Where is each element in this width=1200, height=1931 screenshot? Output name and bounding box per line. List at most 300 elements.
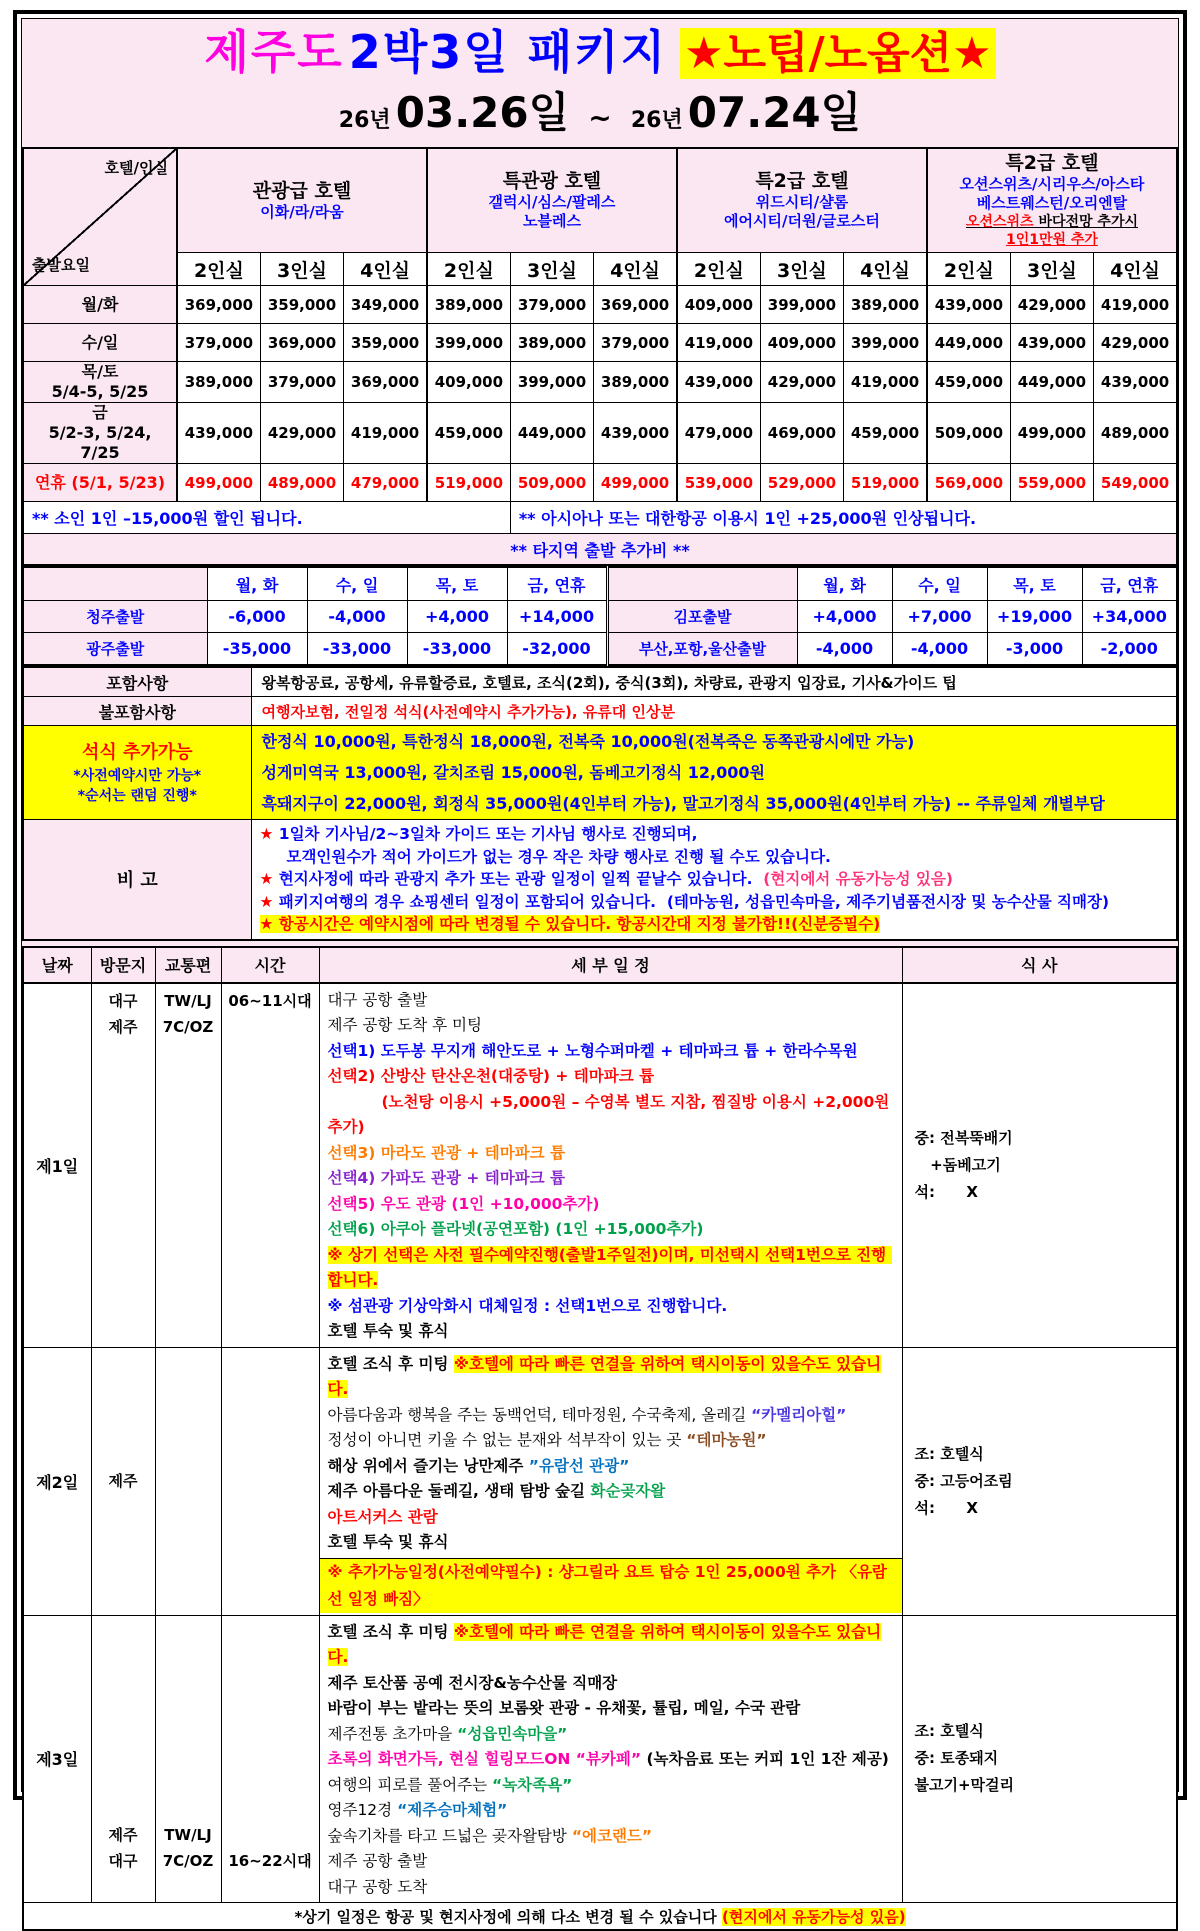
text-segment: 선택5) 우도 관광 (1인 +10,000추가) bbox=[328, 1195, 600, 1213]
hotel-names: 이화/라/라움 bbox=[180, 203, 424, 222]
hotel-names: 에어시티/더원/글로스터 bbox=[680, 212, 924, 231]
place-name: 제주 bbox=[93, 1822, 154, 1848]
price-cell: 479,000 bbox=[344, 464, 427, 502]
schedule-line bbox=[328, 1319, 902, 1345]
price-cell: 359,000 bbox=[260, 286, 343, 324]
dinner-addon-label-cell bbox=[23, 726, 251, 820]
schedule-line bbox=[328, 1671, 902, 1697]
room-type-header: 3인실 bbox=[260, 253, 343, 286]
footer-segment: (현지에서 유동가능성 있음) bbox=[722, 1908, 906, 1926]
price-cell: 539,000 bbox=[677, 464, 760, 502]
meal-line: 조: 호텔식 bbox=[915, 1718, 1174, 1745]
day-detail bbox=[319, 983, 902, 1348]
text-segment: (녹차음료 또는 커피 1인 1잔 제공) bbox=[641, 1750, 889, 1768]
price-cell: 419,000 bbox=[344, 403, 427, 464]
price-cell: 389,000 bbox=[427, 286, 510, 324]
surcharge-body bbox=[23, 601, 1177, 666]
dinner-addon-row bbox=[23, 726, 1177, 820]
surcharge-day-header: 수, 일 bbox=[307, 567, 407, 601]
itinerary-day-row bbox=[23, 983, 1177, 1348]
dinner-option-line: 한정식 10,000원, 특한정식 18,000원, 전복죽 10,000원(전복죽은 동쪽관광시에만 가능) bbox=[262, 726, 1174, 757]
surcharge-value: -3,000 bbox=[987, 633, 1082, 666]
row-label-main: 연휴 (5/1, 5/23) bbox=[27, 473, 173, 493]
flyer-content bbox=[21, 18, 1179, 1792]
text-segment: 패키지여행의 경우 쇼핑센터 일정이 포함되어 있습니다. (테마농원, 성읍민속마을, 제주기념품전시장 및 농수산물 직매장) bbox=[279, 893, 1109, 911]
meal-line: 조: 호텔식 bbox=[915, 1441, 1174, 1468]
price-cell: 489,000 bbox=[1094, 403, 1177, 464]
price-cell: 429,000 bbox=[1010, 286, 1093, 324]
included-row bbox=[23, 667, 1177, 697]
price-cell: 429,000 bbox=[1094, 324, 1177, 362]
text-segment: “녹차족욕” bbox=[492, 1776, 572, 1794]
schedule-line bbox=[328, 1849, 902, 1875]
text-segment: 선택3) 마라도 관광 + 테마파크 튭 bbox=[328, 1144, 566, 1162]
schedule-line bbox=[328, 1192, 902, 1218]
price-cell: 359,000 bbox=[344, 324, 427, 362]
price-cell: 369,000 bbox=[594, 286, 677, 324]
excluded-row bbox=[23, 697, 1177, 726]
text-segment: ※ 섬관광 기상악화시 대체일정 : 선택1번으로 진행합니다. bbox=[328, 1297, 728, 1315]
surcharge-day-header: 월, 화 bbox=[207, 567, 307, 601]
day-detail bbox=[319, 1615, 902, 1903]
day-meals bbox=[902, 1615, 1177, 1903]
price-cell: 499,000 bbox=[1010, 403, 1093, 464]
price-cell: 379,000 bbox=[594, 324, 677, 362]
surcharge-value: -32,000 bbox=[507, 633, 607, 666]
room-type-header: 4인실 bbox=[1094, 253, 1177, 286]
surcharge-origin-label: 부산,포항,울산출발 bbox=[607, 633, 797, 666]
room-type-header: 4인실 bbox=[594, 253, 677, 286]
header-meal: 식 사 bbox=[902, 947, 1177, 983]
meal-line: 석: X bbox=[915, 1179, 1174, 1206]
price-cell: 509,000 bbox=[927, 403, 1010, 464]
schedule-line bbox=[328, 1530, 902, 1556]
text-segment: 제주 공항 출발 bbox=[328, 1852, 428, 1870]
meal-line: 중: 고등어조림 bbox=[915, 1468, 1174, 1495]
text-segment: ★ 항공시간은 예약시점에 따라 변경될 수 있습니다. 항공시간대 지정 불가함!!(신분증필수) bbox=[260, 915, 881, 933]
text-segment: 대구 공항 출발 bbox=[328, 991, 428, 1009]
place-name: 제주 bbox=[93, 1468, 154, 1494]
text-segment: “제주승마체험” bbox=[397, 1801, 507, 1819]
schedule-line bbox=[328, 1479, 902, 1505]
price-cell: 559,000 bbox=[1010, 464, 1093, 502]
surcharge-day-header: 목, 토 bbox=[407, 567, 507, 601]
surcharge-value: -33,000 bbox=[407, 633, 507, 666]
title-line-1 bbox=[22, 25, 1178, 90]
ocean-view-extra-fee: 1인1만원 추가 bbox=[930, 231, 1174, 249]
room-type-header: 2인실 bbox=[927, 253, 1010, 286]
surcharge-day-header: 월, 화 bbox=[797, 567, 892, 601]
price-notes-row bbox=[23, 502, 1177, 534]
schedule-line bbox=[328, 1824, 902, 1850]
dinner-addon-options bbox=[251, 726, 1177, 820]
hotel-names: 베스트웨스턴/오리엔탈 bbox=[930, 194, 1174, 213]
schedule-line bbox=[328, 1620, 902, 1671]
text-segment: 호텔 투숙 및 휴식 bbox=[328, 1322, 449, 1340]
price-cell: 439,000 bbox=[594, 403, 677, 464]
text-segment: 화순곶자왈 bbox=[590, 1482, 665, 1500]
hotel-group-4 bbox=[927, 148, 1177, 253]
price-cell: 519,000 bbox=[844, 464, 927, 502]
text-segment: 바람이 부는 밭라는 뜻의 보롬왓 관광 - 유채꽃, 튤립, 메일, 수국 관람 bbox=[328, 1699, 801, 1717]
surcharge-blank-cell bbox=[607, 567, 797, 601]
flight-code: TW/LJ bbox=[157, 988, 220, 1014]
room-type-header: 4인실 bbox=[344, 253, 427, 286]
text-segment: 해상 위에서 즐기는 낭만제주 bbox=[328, 1457, 529, 1475]
room-type-header: 4인실 bbox=[844, 253, 927, 286]
day-places bbox=[91, 1615, 155, 1903]
price-cell: 449,000 bbox=[1010, 362, 1093, 403]
text-segment: 모객인원수가 적어 가이드가 없는 경우 작은 차량 행사로 진행 될 수도 있습니다. bbox=[260, 848, 831, 866]
schedule-line bbox=[328, 1454, 902, 1480]
hotel-group-name: 관광급 호텔 bbox=[180, 180, 424, 203]
price-cell: 379,000 bbox=[510, 286, 593, 324]
price-row bbox=[23, 324, 1177, 362]
price-cell: 389,000 bbox=[844, 286, 927, 324]
text-segment: ※ 상기 선택은 사전 필수예약진행(출발1주일전)이며, 미선택시 선택1번으로 진행 합니다. bbox=[328, 1246, 892, 1290]
day-time bbox=[221, 1615, 319, 1903]
price-cell: 499,000 bbox=[594, 464, 677, 502]
hotel-names: 오션스위츠/시리우스/아스타 bbox=[930, 175, 1174, 194]
schedule-line bbox=[328, 1039, 902, 1065]
departure-day-label bbox=[23, 464, 177, 502]
price-cell: 449,000 bbox=[927, 324, 1010, 362]
schedule-lines bbox=[328, 988, 902, 1345]
corner-cell bbox=[23, 148, 177, 286]
schedule-line bbox=[328, 1217, 902, 1243]
price-row bbox=[23, 286, 1177, 324]
itinerary-day-row bbox=[23, 1347, 1177, 1615]
price-cell: 429,000 bbox=[760, 362, 843, 403]
price-cell: 439,000 bbox=[1094, 362, 1177, 403]
place-name: 제주 bbox=[93, 1014, 154, 1040]
text-segment: 아름다움과 행복을 주는 동백언덕, 테마정원, 수국축제, 올레길 bbox=[328, 1406, 752, 1424]
included-text: 왕복항공료, 공항세, 유류할증료, 호텔료, 조식(2회), 중식(3회), 차량료, 관광지 입장료, 기사&가이드 팁 bbox=[251, 667, 1177, 697]
itinerary-body bbox=[23, 983, 1177, 1903]
row-label-main: 수/일 bbox=[27, 333, 173, 353]
text-segment: “에코랜드” bbox=[572, 1827, 652, 1845]
price-cell: 389,000 bbox=[510, 324, 593, 362]
text-segment: 초록의 화면가득, 현실 힐링모드ON “뷰카페” bbox=[328, 1750, 642, 1768]
day-places bbox=[91, 983, 155, 1348]
text-segment: ※호텔에 따라 빠른 연결을 위하여 택시이동이 있을수도 있습니다. bbox=[328, 1623, 882, 1667]
price-table bbox=[22, 147, 1178, 566]
surcharge-value: +14,000 bbox=[507, 601, 607, 633]
room-type-header: 3인실 bbox=[760, 253, 843, 286]
day-label: 제3일 bbox=[23, 1615, 91, 1903]
text-segment: 대구 공항 도착 bbox=[328, 1878, 428, 1896]
surcharge-value: -4,000 bbox=[307, 601, 407, 633]
schedule-line bbox=[328, 1352, 902, 1403]
day-label: 제2일 bbox=[23, 1347, 91, 1615]
surcharge-value: -4,000 bbox=[797, 633, 892, 666]
dinner-addon-subnote: *사전예약시만 가능* bbox=[27, 766, 248, 786]
price-cell: 419,000 bbox=[677, 324, 760, 362]
footer-segment: *상기 일정은 항공 및 현지사정에 의해 다소 변경 될 수 있습니다 bbox=[294, 1908, 722, 1926]
surcharge-blank-cell bbox=[23, 567, 207, 601]
hotel-group-1 bbox=[177, 148, 427, 253]
price-table-body bbox=[23, 286, 1177, 502]
departure-day-label bbox=[23, 403, 177, 464]
price-cell: 479,000 bbox=[677, 403, 760, 464]
text-segment: 여행의 피로를 풀어주는 bbox=[328, 1776, 493, 1794]
hotel-names: 노블레스 bbox=[430, 212, 674, 231]
outer-frame bbox=[13, 10, 1187, 1800]
schedule-line bbox=[328, 1243, 902, 1294]
dinner-option-line: 흑돼지구이 22,000원, 회정식 35,000원(4인부터 가능), 말고기정식 35,000원(4인부터 가능) -- 주류일체 개별부담 bbox=[262, 788, 1174, 819]
price-cell: 379,000 bbox=[260, 362, 343, 403]
schedule-line bbox=[328, 1875, 902, 1901]
dinner-addon-label: 석식 추가가능 bbox=[27, 740, 248, 766]
text-segment: 1일차 기사님/2~3일차 가이드 또는 기사님 행사로 진행되며, bbox=[279, 825, 698, 843]
price-cell: 419,000 bbox=[1094, 286, 1177, 324]
price-cell: 389,000 bbox=[177, 362, 260, 403]
surcharge-day-header: 금, 연휴 bbox=[507, 567, 607, 601]
day-meals bbox=[902, 1347, 1177, 1615]
text-segment: ※호텔에 따라 빠른 연결을 위하여 택시이동이 있을수도 있습니다. bbox=[328, 1355, 882, 1399]
day-transports bbox=[155, 983, 221, 1348]
title-line-2 bbox=[22, 90, 1178, 145]
itinerary-header-row bbox=[23, 947, 1177, 983]
price-cell: 399,000 bbox=[510, 362, 593, 403]
price-cell: 419,000 bbox=[844, 362, 927, 403]
header-place: 방문지 bbox=[91, 947, 155, 983]
price-cell: 399,000 bbox=[427, 324, 510, 362]
text-segment: 영주12경 bbox=[328, 1801, 398, 1819]
flight-code: 7C/OZ bbox=[157, 1014, 220, 1040]
price-cell: 369,000 bbox=[344, 362, 427, 403]
place-name: 대구 bbox=[93, 1848, 154, 1874]
price-cell: 449,000 bbox=[510, 403, 593, 464]
price-cell: 489,000 bbox=[260, 464, 343, 502]
price-cell: 439,000 bbox=[177, 403, 260, 464]
price-row bbox=[23, 464, 1177, 502]
schedule-line bbox=[328, 1403, 902, 1429]
meal-line: 중: 전복뚝배기 bbox=[915, 1125, 1174, 1152]
departure-day-label bbox=[23, 362, 177, 403]
price-cell: 399,000 bbox=[760, 286, 843, 324]
hotel-group-3 bbox=[677, 148, 927, 253]
surcharge-value: -2,000 bbox=[1082, 633, 1177, 666]
price-cell: 499,000 bbox=[177, 464, 260, 502]
page-title-package: 2박3일 패키지 bbox=[349, 25, 667, 79]
itinerary-day-row bbox=[23, 1615, 1177, 1903]
schedule-line bbox=[328, 1722, 902, 1748]
remarks-row bbox=[23, 820, 1177, 940]
hotel-names: 갤럭시/심스/팔레스 bbox=[430, 193, 674, 212]
time-range: 16~22시대 bbox=[223, 1848, 318, 1874]
surcharge-origin-label: 김포출발 bbox=[607, 601, 797, 633]
room-type-header: 3인실 bbox=[1010, 253, 1093, 286]
schedule-line bbox=[328, 1696, 902, 1722]
remarks-content bbox=[251, 820, 1177, 940]
price-cell: 379,000 bbox=[177, 324, 260, 362]
room-type-header: 2인실 bbox=[677, 253, 760, 286]
surcharge-value: -4,000 bbox=[892, 633, 987, 666]
text-segment: 제주 아름다운 둘레길, 생태 탐방 숲길 bbox=[328, 1482, 591, 1500]
surcharge-origin-label: 청주출발 bbox=[23, 601, 207, 633]
day-detail bbox=[319, 1347, 902, 1615]
schedule-line bbox=[260, 846, 1177, 869]
surcharge-value: +4,000 bbox=[797, 601, 892, 633]
title-block bbox=[22, 19, 1178, 147]
price-cell: 439,000 bbox=[1010, 324, 1093, 362]
surcharge-row bbox=[23, 601, 1177, 633]
airline-surcharge-note: ** 아시아나 또는 대한항공 이용시 1인 +25,000원 인상됩니다. bbox=[510, 502, 1177, 534]
dinner-option-line: 성게미역국 13,000원, 갈치조림 15,000원, 돔베고기정식 12,000원 bbox=[262, 757, 1174, 788]
surcharge-value: -33,000 bbox=[307, 633, 407, 666]
text-segment: (현지에서 유동가능성 있음) bbox=[763, 870, 953, 888]
excluded-text: 여행자보험, 전일정 석식(사전예약시 추가가능), 유류대 인상분 bbox=[251, 697, 1177, 726]
price-cell: 439,000 bbox=[677, 362, 760, 403]
text-segment: 호텔 투숙 및 휴식 bbox=[328, 1533, 449, 1551]
header-transport: 교통편 bbox=[155, 947, 221, 983]
surcharge-day-header: 목, 토 bbox=[987, 567, 1082, 601]
text-segment: ”유람선 관광” bbox=[529, 1457, 630, 1475]
hotel-group-name: 특2급 호텔 bbox=[680, 170, 924, 193]
schedule-lines bbox=[328, 1352, 902, 1556]
itinerary-footer-row bbox=[23, 1903, 1177, 1931]
text-segment: “테마농원” bbox=[686, 1431, 766, 1449]
place-name: 대구 bbox=[93, 988, 154, 1014]
schedule-line bbox=[328, 1798, 902, 1824]
no-tip-no-option-badge: ★노팁/노옵션★ bbox=[680, 28, 995, 79]
room-type-header: 2인실 bbox=[177, 253, 260, 286]
surcharge-header-row bbox=[23, 567, 1177, 601]
row-label-sub: 5/4-5, 5/25 bbox=[27, 382, 173, 402]
hotel-group-name: 특관광 호텔 bbox=[430, 170, 674, 193]
start-date: 03.26일 bbox=[396, 88, 569, 137]
text-segment: 선택1) 도두봉 무지개 해안도로 + 노형수퍼마켙 + 테마파크 튭 + 한라수목원 bbox=[328, 1042, 858, 1060]
schedule-change-note bbox=[23, 1903, 1177, 1931]
included-label: 포함사항 bbox=[23, 667, 251, 697]
schedule-line bbox=[328, 1505, 902, 1531]
schedule-line bbox=[328, 1064, 902, 1090]
departure-day-label bbox=[23, 324, 177, 362]
day-meals bbox=[902, 983, 1177, 1348]
day-transports bbox=[155, 1615, 221, 1903]
surcharge-value: +4,000 bbox=[407, 601, 507, 633]
day-label: 제1일 bbox=[23, 983, 91, 1348]
meal-line: 석: X bbox=[915, 1495, 1174, 1522]
meal-line: 불고기+막걸리 bbox=[915, 1772, 1174, 1799]
hotel-group-2 bbox=[427, 148, 677, 253]
row-label-sub: 5/2-3, 5/24, 7/25 bbox=[27, 423, 173, 463]
price-cell: 409,000 bbox=[427, 362, 510, 403]
text-segment: 정성이 아니면 키울 수 없는 분재와 석부작이 있는 곳 bbox=[328, 1431, 687, 1449]
text-segment: 선택6) 아쿠아 플라넷(공연포함) (1인 +15,000추가) bbox=[328, 1220, 704, 1238]
day-transports bbox=[155, 1347, 221, 1615]
price-cell: 459,000 bbox=[427, 403, 510, 464]
schedule-line bbox=[328, 988, 902, 1014]
dinner-addon-subnote: *순서는 랜덤 진행* bbox=[27, 786, 248, 806]
text-segment: ★ bbox=[260, 825, 279, 843]
price-cell: 399,000 bbox=[844, 324, 927, 362]
room-type-header: 2인실 bbox=[427, 253, 510, 286]
region-title-row bbox=[23, 534, 1177, 566]
ocean-view-note-black: 바다전망 추가시 bbox=[1034, 214, 1138, 230]
surcharge-origin-label: 광주출발 bbox=[23, 633, 207, 666]
text-segment: 제주 토산품 공예 전시장&농수산물 직매장 bbox=[328, 1674, 618, 1692]
day-places bbox=[91, 1347, 155, 1615]
text-segment: “카멜리아힐” bbox=[751, 1406, 846, 1424]
page-title-destination: 제주도 bbox=[204, 25, 343, 79]
schedule-line bbox=[328, 1090, 902, 1141]
flight-code: TW/LJ bbox=[157, 1822, 220, 1848]
end-year: 26년 bbox=[631, 108, 683, 133]
row-label-main: 월/화 bbox=[27, 295, 173, 315]
hotel-group-name: 특2급 호텔 bbox=[930, 152, 1174, 175]
room-type-header: 3인실 bbox=[510, 253, 593, 286]
text-segment: ★ bbox=[260, 893, 279, 911]
meal-line: 중: 토종돼지 bbox=[915, 1745, 1174, 1772]
header-time: 시간 bbox=[221, 947, 319, 983]
corner-hotel-room-label: 호텔/인실 bbox=[105, 157, 168, 178]
date-range-tilde: ~ bbox=[574, 101, 625, 134]
surcharge-row bbox=[23, 633, 1177, 666]
price-cell: 459,000 bbox=[927, 362, 1010, 403]
schedule-line bbox=[260, 913, 1177, 936]
schedule-line bbox=[260, 891, 1177, 914]
price-cell: 509,000 bbox=[510, 464, 593, 502]
hotel-names: 위드시티/샬롬 bbox=[680, 193, 924, 212]
text-segment: 호텔 조식 후 미팅 bbox=[328, 1623, 454, 1641]
end-date: 07.24일 bbox=[688, 88, 861, 137]
surcharge-day-header: 금, 연휴 bbox=[1082, 567, 1177, 601]
price-cell: 389,000 bbox=[594, 362, 677, 403]
price-cell: 469,000 bbox=[760, 403, 843, 464]
surcharge-value: +34,000 bbox=[1082, 601, 1177, 633]
schedule-line bbox=[260, 823, 1177, 846]
text-segment: 선택2) 산방산 탄산온천(대중탕) + 테마파크 튭 bbox=[328, 1067, 655, 1085]
schedule-line bbox=[328, 1294, 902, 1320]
day-time bbox=[221, 1347, 319, 1615]
row-label-main: 목/토 bbox=[27, 362, 173, 382]
schedule-line bbox=[328, 1166, 902, 1192]
text-segment: “성읍민속마을” bbox=[457, 1725, 567, 1743]
price-cell: 549,000 bbox=[1094, 464, 1177, 502]
price-cell: 409,000 bbox=[677, 286, 760, 324]
room-type-header-row bbox=[23, 253, 1177, 286]
header-date: 날짜 bbox=[23, 947, 91, 983]
text-segment: ★ bbox=[260, 870, 279, 888]
schedule-line bbox=[260, 868, 1177, 891]
excluded-label: 불포함사항 bbox=[23, 697, 251, 726]
hotel-group-header-row bbox=[23, 148, 1177, 253]
text-segment: 아트서커스 관람 bbox=[328, 1508, 438, 1526]
time-range: 06~11시대 bbox=[223, 988, 318, 1014]
remarks-label: 비 고 bbox=[23, 820, 251, 940]
itinerary-table bbox=[22, 946, 1178, 1931]
surcharge-value: -35,000 bbox=[207, 633, 307, 666]
price-cell: 519,000 bbox=[427, 464, 510, 502]
text-segment: 제주 공항 도착 후 미팅 bbox=[328, 1016, 482, 1034]
schedule-line bbox=[328, 1428, 902, 1454]
surcharge-value: +19,000 bbox=[987, 601, 1082, 633]
ocean-view-note-red: 오션스위츠 bbox=[966, 214, 1034, 230]
info-table bbox=[22, 666, 1178, 941]
text-segment: 숲속기차를 타고 드넓은 곶자왈탐방 bbox=[328, 1827, 572, 1845]
price-cell: 349,000 bbox=[344, 286, 427, 324]
price-cell: 439,000 bbox=[927, 286, 1010, 324]
price-cell: 459,000 bbox=[844, 403, 927, 464]
departure-day-label bbox=[23, 286, 177, 324]
price-cell: 569,000 bbox=[927, 464, 1010, 502]
surcharge-day-header: 수, 일 bbox=[892, 567, 987, 601]
corner-departure-label: 출발요일 bbox=[32, 254, 90, 275]
text-segment: (노천탕 이용시 +5,000원 – 수영복 별도 지참, 찜질방 이용시 +2,000원 추가) bbox=[328, 1093, 895, 1137]
day-time bbox=[221, 983, 319, 1348]
